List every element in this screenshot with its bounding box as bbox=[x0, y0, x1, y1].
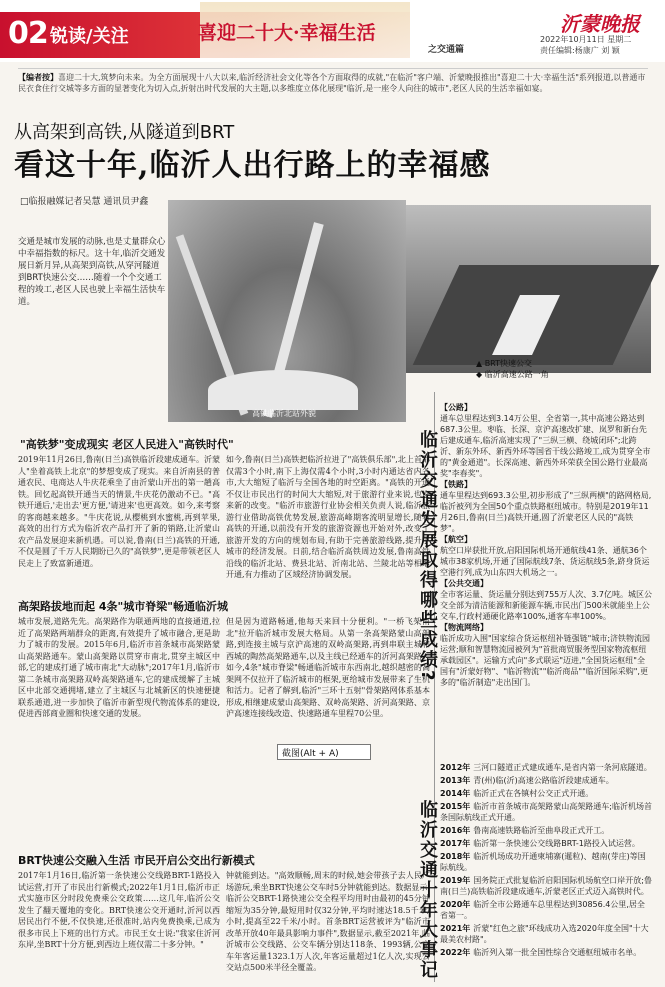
photo2-caption-line2: ◆ 临沂高速公路一角 bbox=[476, 370, 549, 379]
section1-col-b: 如今,鲁南(日兰)高铁把临沂拉进了"高铁俱乐部",北上首都仅需3个小时,南下上海仅需4个小时,3小时内通达省内各市,大大缩短了临沂与全国各地的时空距离。"高铁的开通不仅让市民出行的时间大大缩短,对于旅游行业来说,也迎来新的改变。"临沂市旅游行业协会相关负责人说,临沂旅游行业借助高铁优势发展,旅游高峰期客流明显增长,随着高铁的开通,以前没有开发的旅游资源也开始对外,改变了旅游开发的方向的规划布局,有助于完善旅游线路,提升了城市的经济发展。日前,结合临沂高铁周边发展,鲁南高铁沿线的临沂北站、费县北站、沂南北站、兰陵北站等相继开通,有力推动了区域经济协调发展。 bbox=[226, 455, 430, 579]
photo2-caption bbox=[476, 358, 549, 380]
section3-heading: BRT快速公交融入生活 市民开启公交出行新模式 bbox=[18, 854, 255, 867]
dateline bbox=[540, 34, 631, 56]
timeline-item: 2022年 临沂列入第一批全国性综合交通枢纽城市名单。 bbox=[440, 948, 642, 957]
achievement-item: 【航空】 航空口岸获批开放,启阳国际机场开通航线41条、通航36个城市38家机场,开通了国际航线7条、货运航线5条,跻身货运空港行列,成为山东四大机场之一。 bbox=[440, 535, 650, 577]
section1-col-a: 2019年11月26日,鲁南(日兰)高铁临沂段建成通车。沂蒙人"坐着高铁上北京"的梦想变成了现实。来自沂南县的普通农民、电商达人牛庆花乘坐了由沂蒙山开出的第一趟高铁。回忆起高铁开通当天的情景,牛庆花仍激动不已。"高铁开通后,'走出去'更方便,'请进来'也更高效。如今,来考察的客商越来越多。"牛庆花说,从樱桃到水蜜桃,再到苹果,高效的出行方式为临沂农产品打开了新的销路,让沂蒙山农产品发展迎来新机遇。可以说,鲁南(日兰)高铁的开通,不仅是圆了千万人民期盼已久的"高铁梦",更是带领老区人民走上了致富新通道。 bbox=[18, 455, 220, 568]
editor-credit: 责任编辑:杨康广 刘 颖 bbox=[540, 46, 620, 55]
photo1-caption: 高铁临沂北站外貌 bbox=[252, 409, 316, 418]
newspaper-logo: 沂蒙晚报 bbox=[560, 12, 640, 36]
timeline-list bbox=[440, 762, 652, 982]
section-name: 锐读/关注 bbox=[50, 26, 129, 47]
byline: □临报融媒记者吴慧 通讯员尹鑫 bbox=[20, 197, 149, 207]
timeline-item: 2016年 鲁南高速铁路临沂至曲阜段正式开工。 bbox=[440, 826, 610, 835]
timeline-item: 2012年 三河口隧道正式建成通车,是省内第一条河底隧道。 bbox=[440, 763, 652, 772]
timeline-item: 2018年 临沂机场成功开通柬埔寨(暹粒)、越南(芽庄)等国际航线。 bbox=[440, 852, 646, 872]
editor-note-text: 喜迎二十大,筑梦向未来。为全方面展现十八大以来,临沂经济社会文化等各个方面取得的成就,"在临沂"客户端、沂蒙晚报推出"喜迎二十大·幸福生活"系列报道,以普通市民衣食住行交城等多方面的显著变化为切入点,折射出时代发展的大主题,以多维度立体化展现"临沂,是一座令人向往的城市",老区人民的生活幸福如宴。 bbox=[18, 73, 646, 93]
photo2-caption-line1: ▲ BRT快速公交 bbox=[476, 359, 533, 368]
series-subtitle: 之交通篇 bbox=[428, 45, 465, 55]
high-speed-station-photo bbox=[168, 200, 406, 422]
editor-note-label: 【编者按】 bbox=[18, 73, 58, 82]
section2-col-b: 但是因为道路畅通,他每天来回十分便利。"一桥飞架南北"拉开临沂城市发展大格局。从第一条高架路蒙山高架路,到连接主城与京沪高速的双岭高架路,再到串联主城和西城的陶然高架路通车,以及主线已经通车的沂河高架路。如今,4条"城市脊梁"畅通临沂城市东西南北,越织越密的高架网不仅拉开了临沂城市的框架,更给城市发展带来了生机和活力。记者了解到,临沂"三环十五射"骨架路网体系基本形成,相继建成蒙山高架路、双岭高架路、沂河高架路、京沪高速连接线改造、快速路通车里程70公里。 bbox=[226, 617, 430, 718]
achievement-item: 【公路】 通车总里程达到3.14万公里、全省第一,其中高速公路达到687.3公里。枣临、长深、京沪高速改扩建、岚罗和新台先后建成通车,临沂高速实现了"三纵三横、绕城闭环";北跨沂、新东外环、新西外环等国省干线公路竣工,成为贯穿全市的"黄金通道"。长深高速、新西外环荣获全国公路行业最高奖"李春奖"。 bbox=[440, 403, 651, 478]
editor-note bbox=[18, 68, 648, 112]
achievement-item: 【公共交通】 全市客运量、货运量分别达到755万人次、3.7亿吨。城区公交全部为清洁能源和新能源车辆,市民出门500米就能坐上公交车,行政村通硬化路率100%,通客车率100%。 bbox=[440, 579, 652, 621]
page-number: 02 bbox=[8, 16, 48, 51]
achievements-list bbox=[440, 402, 652, 752]
intro-text: 交通是城市发展的动脉,也是丈量群众心中幸福指数的标尺。这十年,临沂交通发展日新月异,从高架到高铁,从穿河隧道到BRT快速公交……随着一个个交通工程的竣工,老区人民也驶上幸福生活快车道。 bbox=[18, 237, 166, 307]
timeline-item: 2013年 青(州)临(沂)高速公路临沂段建成通车。 bbox=[440, 776, 614, 785]
kicker: 从高架到高铁,从隧道到BRT bbox=[14, 122, 235, 143]
station-building bbox=[208, 370, 358, 410]
timeline-item: 2014年 临沂正式在各镇村公交正式开通。 bbox=[440, 789, 594, 798]
timeline-item: 2019年 国务院正式批复临沂启阳国际机场航空口岸开放;鲁南(日兰)高铁临沂段建成通车,沂蒙老区正式迈入高铁时代。 bbox=[440, 876, 652, 896]
section2-col-a: 城市发展,道路先先。高架路作为联通两地的直接通道,拉近了高架路两端群众的距离,有效提升了城市融合,更是助力了城市的发展。2015年6月,临沂市首条城市高架路蒙山高架路通车。蒙山高架路以贯穿市南北,贯穿主城区中部,它的建成打通了城市南北"大动脉";2017年1月,临沂市第二条城市高架路双岭高架路通车,它的建成缓解了主城区中北部交通拥堵,建立了主城区与北城新区的快速便捷联系通道,进一步加快了临沂市新型现代物流体系的建设,促进西部商业圈和快速交通的发展。 bbox=[18, 617, 220, 718]
section2-heading: 高架路拔地而起 4条"城市脊梁"畅通临沂城 bbox=[18, 600, 228, 613]
achievement-item: 【物流网络】 临沂成功入围"国家综合货运枢纽补链强链"城市;济铁物流园运营;顺和智慧物流园被列为"首批商贸服务型国家物流枢纽承载园区"。运输方式向"多式联运"迈进,"全国货运枢纽"全国有"沂蒙好物"、"临沂物流""临沂商品""临沂国际采购",更多的"临沂制造"走出国门。 bbox=[440, 623, 651, 687]
achievements-title: 临沂交通发展取得哪些成绩? bbox=[417, 430, 438, 683]
masthead bbox=[0, 0, 665, 62]
issue-date: 2022年10月11日 星期二 bbox=[540, 35, 632, 44]
timeline-item: 2015年 临沂市首条城市高架路蒙山高架路通车;临沂机场首条国际航线正式开通。 bbox=[440, 802, 652, 822]
series-banner: 喜迎二十大·幸福生活 bbox=[198, 22, 376, 44]
screenshot-hint-tooltip[interactable]: 截图(Alt + A) bbox=[277, 744, 371, 760]
headline: 看这十年,临沂人出行路上的幸福感 bbox=[14, 148, 491, 183]
timeline-item: 2017年 临沂第一条快速公交线路BRT-1路投入试运营。 bbox=[440, 839, 640, 848]
brt-road-photo bbox=[406, 205, 651, 373]
timeline-title: 临沂交通十年大事记 bbox=[417, 800, 438, 980]
section1-heading: "高铁梦"变成现实 老区人民进入"高铁时代" bbox=[20, 438, 234, 451]
section3-col-a: 2017年1月16日,临沂第一条快速公交线路BRT-1路投入试运营,打开了市民出行新模式;2022年1月1日,临沂市正式实施市区分时段免费乘公交政策……这几年,临沂公交发生了翻天覆地的变化。BRT快速公交开通时,沂河以西居民出行不便,不仅快速,还很准时,站内免费换乘,已成为很多市民上下班的出行方式。市民王女士说:"我家住沂河东岸,坐BRT十分方便,到西边上班仅需二十多分钟。" bbox=[18, 871, 220, 949]
achievement-item: 【铁路】 通车里程达到693.3公里,初步形成了"三纵两横"的路网格局,临沂被列为全国50个重点铁路枢纽城市。特别是2019年11月26日,鲁南(日兰)高铁开通,圆了沂蒙老区人民的"高铁梦"。 bbox=[440, 480, 652, 533]
timeline-item: 2020年 临沂全市公路通车总里程达到30856.4公里,居全省第一。 bbox=[440, 900, 645, 920]
timeline-item: 2021年 沂蒙"红色之旅"环线成功入选2020年度全国"十大最美农村路"。 bbox=[440, 924, 649, 944]
section3-col-b: 钟就能到达。"高效顺畅,周末的时候,她会带孩子去人民广场游玩,乘坐BRT快速公交车时5分钟就能到达。数据显示,临沂公交BRT-1路快速公交全程平均用时由最初的45分钟缩短为35分钟,最短用时仅32分钟,平均时速达18.5千米/小时,提高至22千米/小时。首条BRT运营被评为"临沂市改革开放40年最具影响力事件",数据显示,截至2021年,临沂城市公交线路、公交车辆分别达118条、1993辆,公交车年客运量1323.1万人次,年客运量超过1亿人次,实现公交站点500米半径全覆盖。 bbox=[226, 871, 430, 972]
